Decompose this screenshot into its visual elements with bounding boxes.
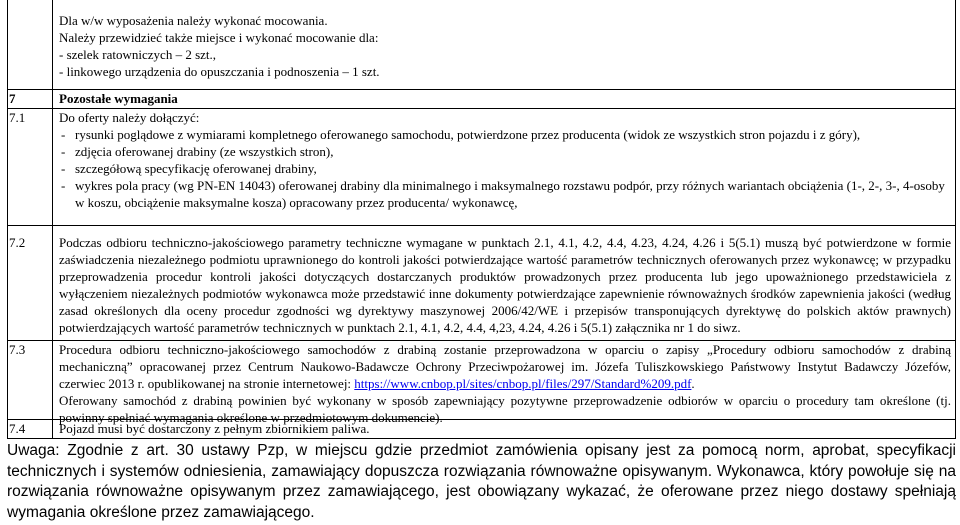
table-row (8, 341, 955, 425)
requirements-table (7, 0, 956, 439)
offer-paragraph: Oferowany samochód z drabiną powinien być wykonany w sposób zapewniający pozytywne przeprowadzenie odbiorów w oparciu o procedury tam określone (tj. powinny spełniać wymagania określone w przedmiotowym dokumencie). (59, 393, 951, 425)
row-number: 7.3 (8, 341, 53, 419)
text-line: Należy przewidzieć także miejsce i wykonać mocowanie dla: (59, 30, 379, 45)
list-item: - wykres pola pracy (wg PN-EN 14043) oferowanej drabiny dla minimalnego i maksymalnego rozstawu podpór, przy różnych wariantach obciążenia (1-, 2-, 3-, 4-osoby w koszu, obciążenie maksymalne kosza) opracowany przez producenta/ wykonawcę, (59, 177, 951, 211)
list-intro: Do oferty należy dołączyć: (59, 110, 200, 125)
footer-note: Uwaga: Zgodnie z art. 30 ustawy Pzp, w miejscu gdzie przedmiot zamówienia opisany jest za pomocą norm, aprobat, specyfikacji technicznych i systemów odniesienia, zamawiający dopuszcza rozwiązania równoważne opisywanym. Wykonawca, który powołuje się na rozwiązania równoważne opisywanym przez zamawiającego, jest obowiązany wykazać, że oferowane przez niego dostawy spełniają wymagania określone przez zamawiającego. (7, 442, 956, 521)
list-item: - rysunki poglądowe z wymiarami kompletnego oferowanego samochodu, potwierdzone przez producenta (widok ze wszystkich stron pojazdu i z góry), (59, 126, 951, 143)
table-row (8, 90, 955, 109)
procedure-paragraph (59, 341, 951, 392)
row-content (53, 109, 955, 225)
row-content (53, 341, 955, 425)
row-content: Podczas odbioru techniczno-jakościowego parametry techniczne wymagane w punktach 2.1, 4.1, 4.2, 4.4, 4.23, 4.24, 4.26 i 5(5.1) muszą być potwierdzone w formie zaświadczenia niezależnego podmiotu uprawnionego do kontroli jakości potwierdzające wartość parametrów technicznych oferowanych przez wykonawcę; w przypadku przeprowadzenia procedur kontroli jakości dotyczących dostarczanych produktów prowadzonych przez producenta lub jego upoważnionego przedstawiciela z wyłączeniem niezależnych podmiotów wykonawca może przedstawić inne dokumenty potwierdzające zapewnienie równoważnych środków zapewnienia jakości (według zasad określonych dla oceny procedur zgodności wg dyrektywy maszynowej 2006/42/WE i przepisów transponujących dyrektywę do polskich aktów prawnych) potwierdzających wartość parametrów technicznych w punktach 2.1, 4.1, 4.2, 4.4, 4,23, 4.24, 4.26 i 5(5.1) załącznika nr 1 do siwz. (59, 235, 951, 335)
attachment-list (59, 126, 951, 211)
row-number: 7.1 (8, 109, 53, 225)
list-item: - zdjęcia oferowanej drabiny (ze wszystkich stron), (59, 143, 951, 160)
list-item: - szczegółową specyfikację oferowanej drabiny, (59, 160, 951, 177)
link-end: . (691, 376, 695, 391)
row-number: 7.4 (8, 420, 53, 438)
table-row (8, 420, 955, 438)
row-number (8, 0, 53, 89)
table-row (8, 109, 955, 226)
row-content (53, 0, 955, 89)
section-heading: Pozostałe wymagania (59, 91, 178, 106)
standard-link[interactable]: https://www.cnbop.pl/sites/cnbop.pl/files/297/Standard%209.pdf (354, 376, 692, 391)
text-line: - szelek ratowniczych – 2 szt., (59, 47, 217, 62)
text-line: Dla w/w wyposażenia należy wykonać mocowania. (59, 13, 328, 28)
text-line: - linkowego urządzenia do opuszczania i podnoszenia – 1 szt. (59, 64, 380, 79)
row-content: Pojazd musi być dostarczony z pełnym zbiornikiem paliwa. (59, 421, 370, 436)
procedure-text: Procedura odbioru techniczno-jakościowego samochodów z drabiną zostanie przeprowadzona w oparciu o zapisy „Procedury odbioru samochodów z drabiną mechaniczną” opracowanej przez Centrum Naukowo-Badawcze Ochrony Przeciwpożarowej im. Józefa Tuliszkowskiego Państwowy Instytut Badawczy Józefów, czerwiec 2013 r. opublikowanej na stronie internetowej: (59, 342, 951, 391)
table-row (8, 0, 955, 90)
row-number: 7 (8, 90, 53, 108)
row-number: 7.2 (8, 226, 53, 340)
table-row (8, 226, 955, 341)
